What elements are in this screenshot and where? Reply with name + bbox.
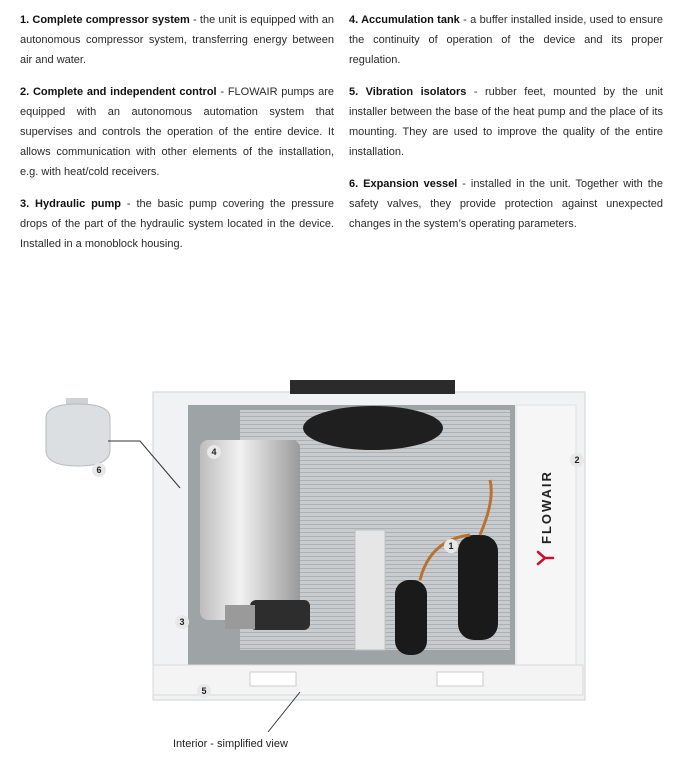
expansion-vessel xyxy=(46,398,110,466)
marker-label: 2 xyxy=(574,455,580,465)
item-text: - the unit is equipped with an autonomous compressor system, transferring energy between air and water. xyxy=(20,14,334,66)
item-text: - installed in the unit. Together with the safety valves, they provide protection against unexpected changes in the system’s operating parameters. xyxy=(349,178,663,230)
item-text: - a buffer installed inside, used to ensure the continuity of operation of the device and its proper regulation. xyxy=(349,14,663,66)
marker-5 xyxy=(197,684,211,698)
illustration-caption: Interior - simplified view xyxy=(173,738,288,750)
marker-6 xyxy=(92,463,106,477)
marker-2 xyxy=(570,453,584,467)
item-title: 2. Complete and independent control xyxy=(20,86,217,98)
brand-logo: FLOWAIR xyxy=(539,470,554,544)
item-text: - the basic pump covering the pressure drops of the part of the hydraulic system located in the device. Installed in a monoblock housing. xyxy=(20,198,334,250)
item-text: - rubber feet, mounted by the unit installer between the base of the heat pump and the place of its mounting. They are used to improve the quality of the entire installation. xyxy=(349,86,663,158)
heat-pump-illustration xyxy=(0,370,689,740)
item-isolators xyxy=(349,82,663,162)
item-tank xyxy=(349,10,663,70)
right-column xyxy=(349,10,663,246)
fan xyxy=(303,406,443,450)
marker-3 xyxy=(175,615,189,629)
marker-4 xyxy=(207,445,221,459)
item-text: - FLOWAIR pumps are equipped with an autonomous automation system that supervises and controls the operation of the entire device. It allows communication with other elements of the installation, e.g. with heat/cold receivers. xyxy=(20,86,334,178)
item-title: 6. Expansion vessel xyxy=(349,178,458,190)
item-title: 1. Complete compressor system xyxy=(20,14,190,26)
item-control xyxy=(20,82,334,182)
marker-label: 4 xyxy=(211,447,217,457)
marker-label: 6 xyxy=(96,465,102,475)
marker-1 xyxy=(444,539,458,553)
item-title: 4. Accumulation tank xyxy=(349,14,460,26)
marker-label: 3 xyxy=(179,617,185,627)
item-pump xyxy=(20,194,334,254)
marker-label: 1 xyxy=(448,541,454,551)
left-column xyxy=(20,10,334,266)
item-compressor xyxy=(20,10,334,70)
accumulation-tank xyxy=(200,440,300,620)
item-title: 3. Hydraulic pump xyxy=(20,198,122,210)
item-title: 5. Vibration isolators xyxy=(349,86,467,98)
marker-label: 5 xyxy=(201,686,207,696)
item-vessel xyxy=(349,174,663,234)
